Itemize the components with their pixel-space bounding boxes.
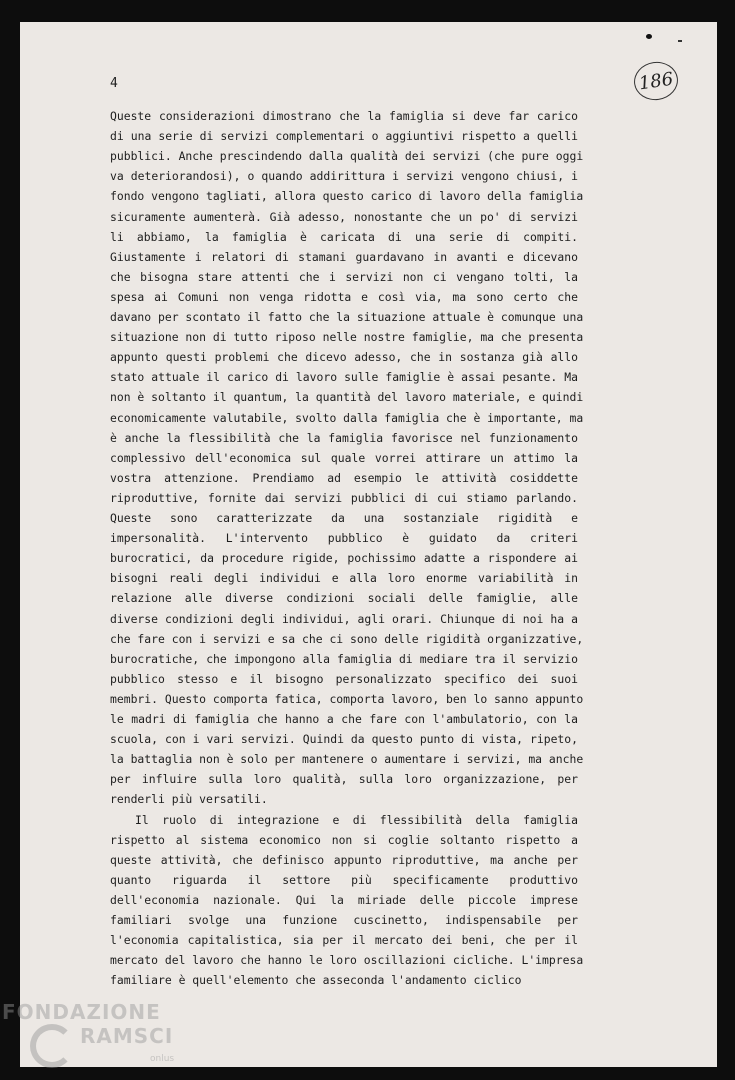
text-line: appunto questi problemi che dicevo adesso, che in sostanza già allo: [110, 350, 578, 365]
folio-stamp: 186: [632, 59, 681, 103]
text-line: Il ruolo di integrazione e di flessibilità della famiglia: [135, 812, 578, 827]
text-line: fondo vengono tagliati, allora questo carico di lavoro della famiglia: [110, 189, 584, 204]
text-line: davano per scontato il fatto che la situazione attuale è comunque una: [110, 310, 584, 324]
text-line: familiari svolge una funzione cuscinetto, indispensabile per: [110, 913, 578, 927]
fondazione-gramsci-watermark: [2, 1000, 212, 1080]
text-line: Queste considerazioni dimostrano che la famiglia si deve far carico: [110, 109, 578, 123]
body-text: [20, 22, 717, 1067]
document-page: [20, 22, 717, 1067]
text-line: spesa ai Comuni non venga ridotta e così via, ma sono certo che: [110, 289, 578, 304]
text-line: la battaglia non è solo per mantenere o aumentare i servizi, ma anche: [110, 752, 584, 767]
text-line: di una serie di servizi complementari o aggiuntivi rispetto a quelli: [110, 129, 578, 144]
text-line: situazione non di tutto riposo nelle nostre famiglie, ma che presenta: [110, 330, 584, 345]
watermark-sub: onlus: [150, 1054, 175, 1064]
text-line: sicuramente aumenterà. Già adesso, nonostante che un po' di servizi: [110, 209, 578, 224]
text-line: impersonalità. L'intervento pubblico è guidato da criteri: [110, 531, 578, 546]
text-line: bisogni reali degli individui e alla loro enorme variabilità in: [110, 571, 578, 586]
text-line: Queste sono caratterizzate da una sostanziale rigidità e: [110, 511, 578, 525]
text-line: relazione alle diverse condizioni sociali delle famiglie, alle: [110, 591, 578, 606]
text-line: vostra attenzione. Prendiamo ad esempio le attività cosiddette: [110, 470, 578, 485]
text-line: rispetto al sistema economico non si coglie soltanto rispetto a: [110, 832, 578, 847]
text-line: complessivo dell'economica sul quale vorrei attirare un attimo la: [110, 450, 578, 465]
text-line: che bisogna stare attenti che i servizi non ci vengano tolti, la: [110, 269, 578, 284]
text-line: li abbiamo, la famiglia è caricata di una serie di compiti.: [110, 229, 578, 244]
text-line: va deteriorandosi), o quando addirittura i servizi vengono chiusi, i: [110, 169, 578, 184]
text-line: stato attuale il carico di lavoro sulle famiglie è assai pesante. Ma: [110, 370, 578, 385]
text-line: le madri di famiglia che hanno a che fare con l'ambulatorio, con la: [110, 712, 578, 726]
text-line: membri. Questo comporta fatica, comporta lavoro, ben lo sanno appunto: [110, 691, 584, 706]
watermark-line1: FONDAZIONE: [2, 1000, 161, 1024]
text-line: diverse condizioni degli individui, agli orari. Chiunque di noi ha a: [110, 611, 578, 626]
text-line: riproduttive, fornite dai servizi pubblici di cui stiamo parlando.: [110, 490, 578, 505]
page-number: 4: [110, 76, 118, 91]
text-line: scuola, con i vari servizi. Quindi da questo punto di vista, ripeto,: [110, 732, 578, 747]
text-line: burocratiche, che impongono alla famiglia di mediare tra il servizio: [110, 651, 578, 666]
text-line: quanto riguarda il settore più specificamente produttivo: [110, 872, 578, 887]
text-line: è anche la flessibilità che la famiglia favorisce nel funzionamento: [110, 430, 578, 445]
text-line: non è soltanto il quantum, la quantità del lavoro materiale, e quindi: [110, 390, 584, 405]
text-line: mercato del lavoro che hanno le loro oscillazioni cicliche. L'impresa: [110, 953, 584, 968]
text-line: pubblico stesso e il bisogno personalizzato specifico dei suoi: [110, 671, 578, 686]
watermark-line2: RAMSCI: [80, 1024, 174, 1048]
text-line: queste attività, che definisco appunto riproduttive, ma anche per: [110, 852, 578, 867]
text-line: che fare con i servizi e sa che ci sono delle rigidità organizzative,: [110, 631, 584, 646]
text-line: renderli più versatili.: [110, 792, 268, 807]
text-line: per influire sulla loro qualità, sulla loro organizzazione, per: [110, 772, 578, 787]
watermark-g-logo-icon: [30, 1024, 74, 1068]
text-line: Giustamente i relatori di stamani guardavano in avanti e dicevano: [110, 249, 578, 264]
text-line: burocratici, da procedure rigide, pochissimo adatte a rispondere ai: [110, 551, 578, 566]
text-line: economicamente valutabile, svolto dalla famiglia che è importante, ma: [110, 410, 584, 425]
text-line: dell'economia nazionale. Qui la miriade delle piccole imprese: [110, 892, 578, 907]
text-line: l'economia capitalistica, sia per il mercato dei beni, che per il: [110, 933, 578, 948]
text-line: familiare è quell'elemento che asseconda l'andamento ciclico: [110, 973, 522, 988]
text-line: pubblici. Anche prescindendo dalla qualità dei servizi (che pure oggi: [110, 149, 584, 164]
